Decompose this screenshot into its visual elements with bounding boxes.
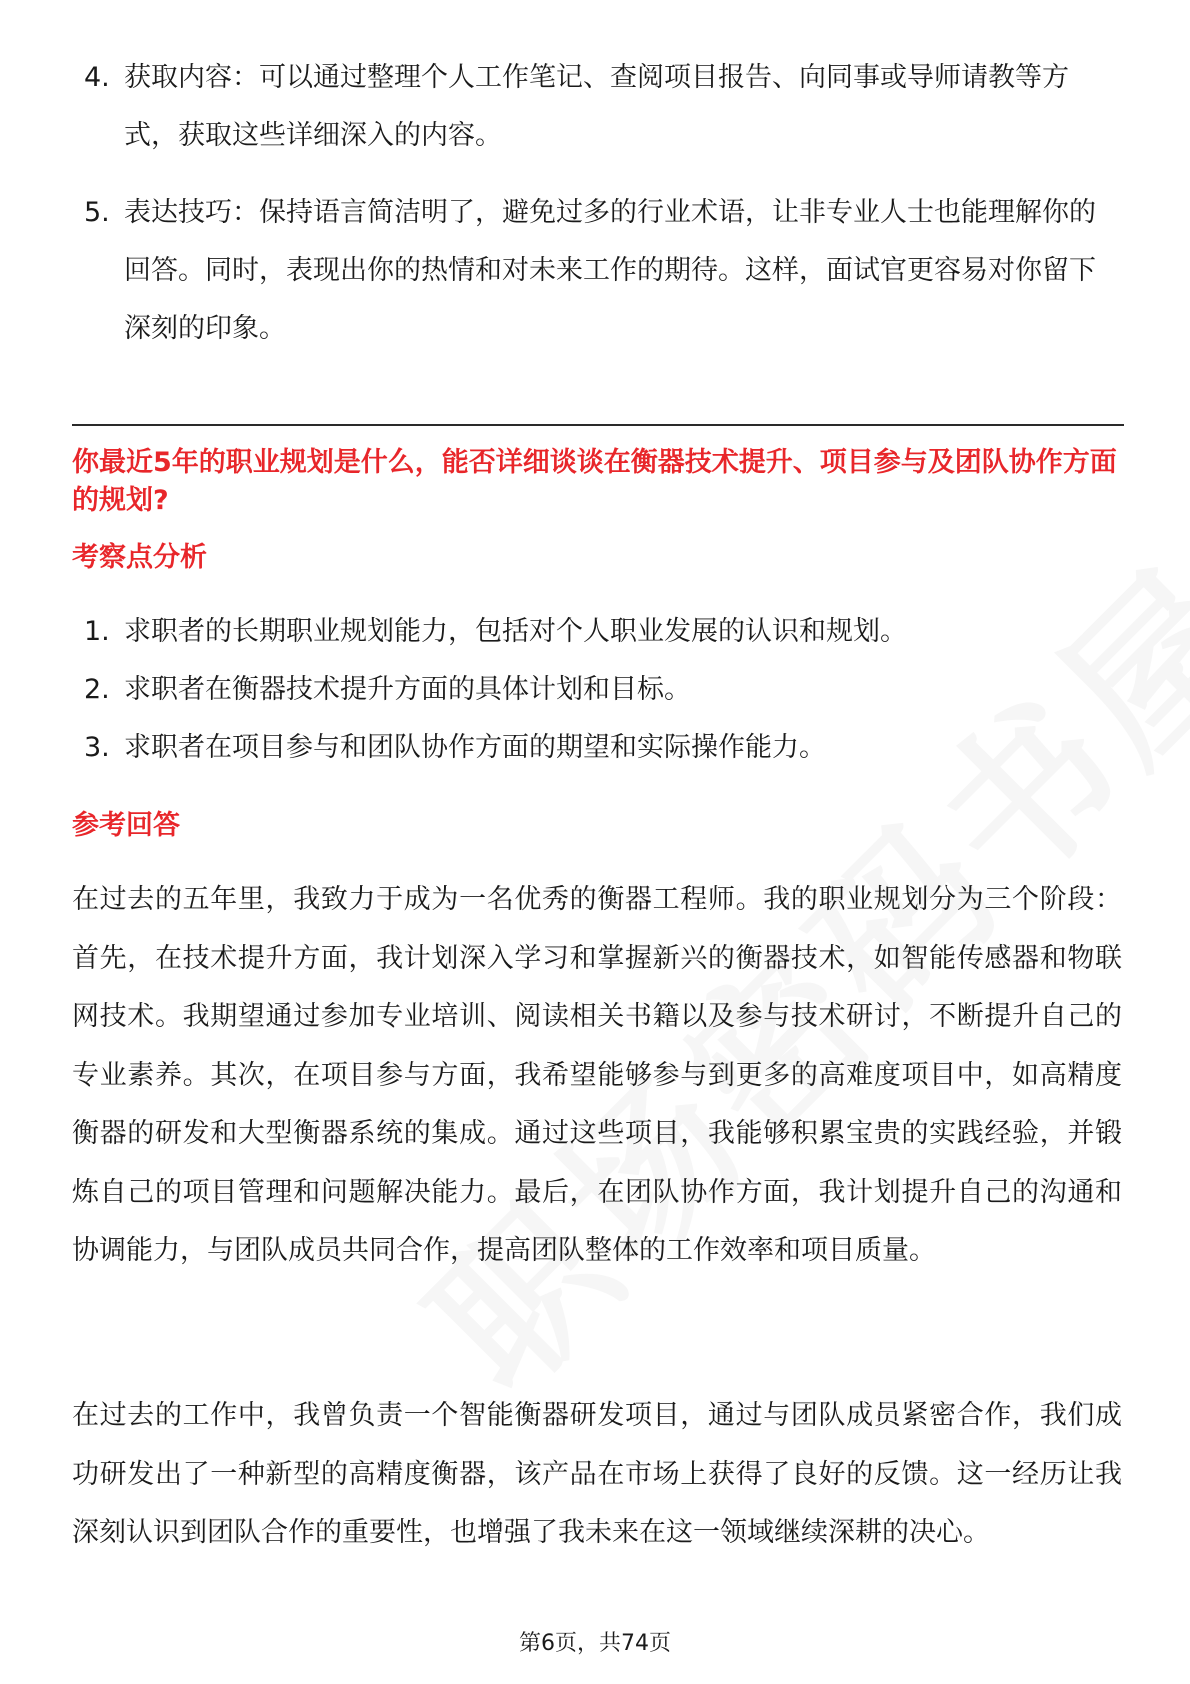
answer-paragraph: 在过去的五年里，我致力于成为一名优秀的衡器工程师。我的职业规划分为三个阶段：首先，在技术提升方面，我计划深入学习和掌握新兴的衡器技术，如智能传感器和物联网技术。我期望通过参加专业培训、阅读相关书籍以及参与技术研讨，不断提升自己的专业素养。其次，在项目参与方面，我希望能够参与到更多的高难度项目中，如高精度衡器的研发和大型衡器系统的集成。通过这些项目，我能够积累宝贵的实践经验，并锻炼自己的项目管理和问题解决能力。最后，在团队协作方面，我计划提升自己的沟通和协调能力，与团队成员共同合作，提高团队整体的工作效率和项目质量。 xyxy=(72,884,1122,1266)
section-divider xyxy=(72,424,1124,426)
list-number: 5. xyxy=(84,197,110,228)
list-text: 求职者在衡器技术提升方面的具体计划和目标。 xyxy=(124,674,691,705)
list-text: 获取内容：可以通过整理个人工作笔记、查阅项目报告、向同事或导师请教等方式，获取这些详细深入的内容。 xyxy=(124,62,1069,151)
list-number: 1. xyxy=(84,616,110,647)
list-text: 求职者的长期职业规划能力，包括对个人职业发展的认识和规划。 xyxy=(124,616,907,647)
list-item xyxy=(72,661,1112,719)
list-item xyxy=(72,49,1112,165)
list-number: 4. xyxy=(84,62,110,93)
top-list xyxy=(72,49,1112,358)
page-number: 第6页，共74页 xyxy=(519,1631,671,1656)
list-number: 3. xyxy=(84,732,110,763)
list-item xyxy=(72,603,1112,661)
analysis-heading: 考察点分析 xyxy=(72,542,207,573)
list-text: 求职者在项目参与和团队协作方面的期望和实际操作能力。 xyxy=(124,732,826,763)
list-item xyxy=(72,719,1112,777)
question-title: 你最近5年的职业规划是什么，能否详细谈谈在衡器技术提升、项目参与及团队协作方面的规划? xyxy=(72,447,1117,516)
analysis-list xyxy=(72,603,1112,777)
answer-heading: 参考回答 xyxy=(72,810,180,841)
answer-paragraph: 在过去的工作中，我曾负责一个智能衡器研发项目，通过与团队成员紧密合作，我们成功研发出了一种新型的高精度衡器，该产品在市场上获得了良好的反馈。这一经历让我深刻认识到团队合作的重要性，也增强了我未来在这一领域继续深耕的决心。 xyxy=(72,1400,1122,1548)
list-number: 2. xyxy=(84,674,110,705)
list-item xyxy=(72,184,1112,358)
list-text: 表达技巧：保持语言简洁明了，避免过多的行业术语，让非专业人士也能理解你的回答。同时，表现出你的热情和对未来工作的期待。这样，面试官更容易对你留下深刻的印象。 xyxy=(124,197,1096,344)
